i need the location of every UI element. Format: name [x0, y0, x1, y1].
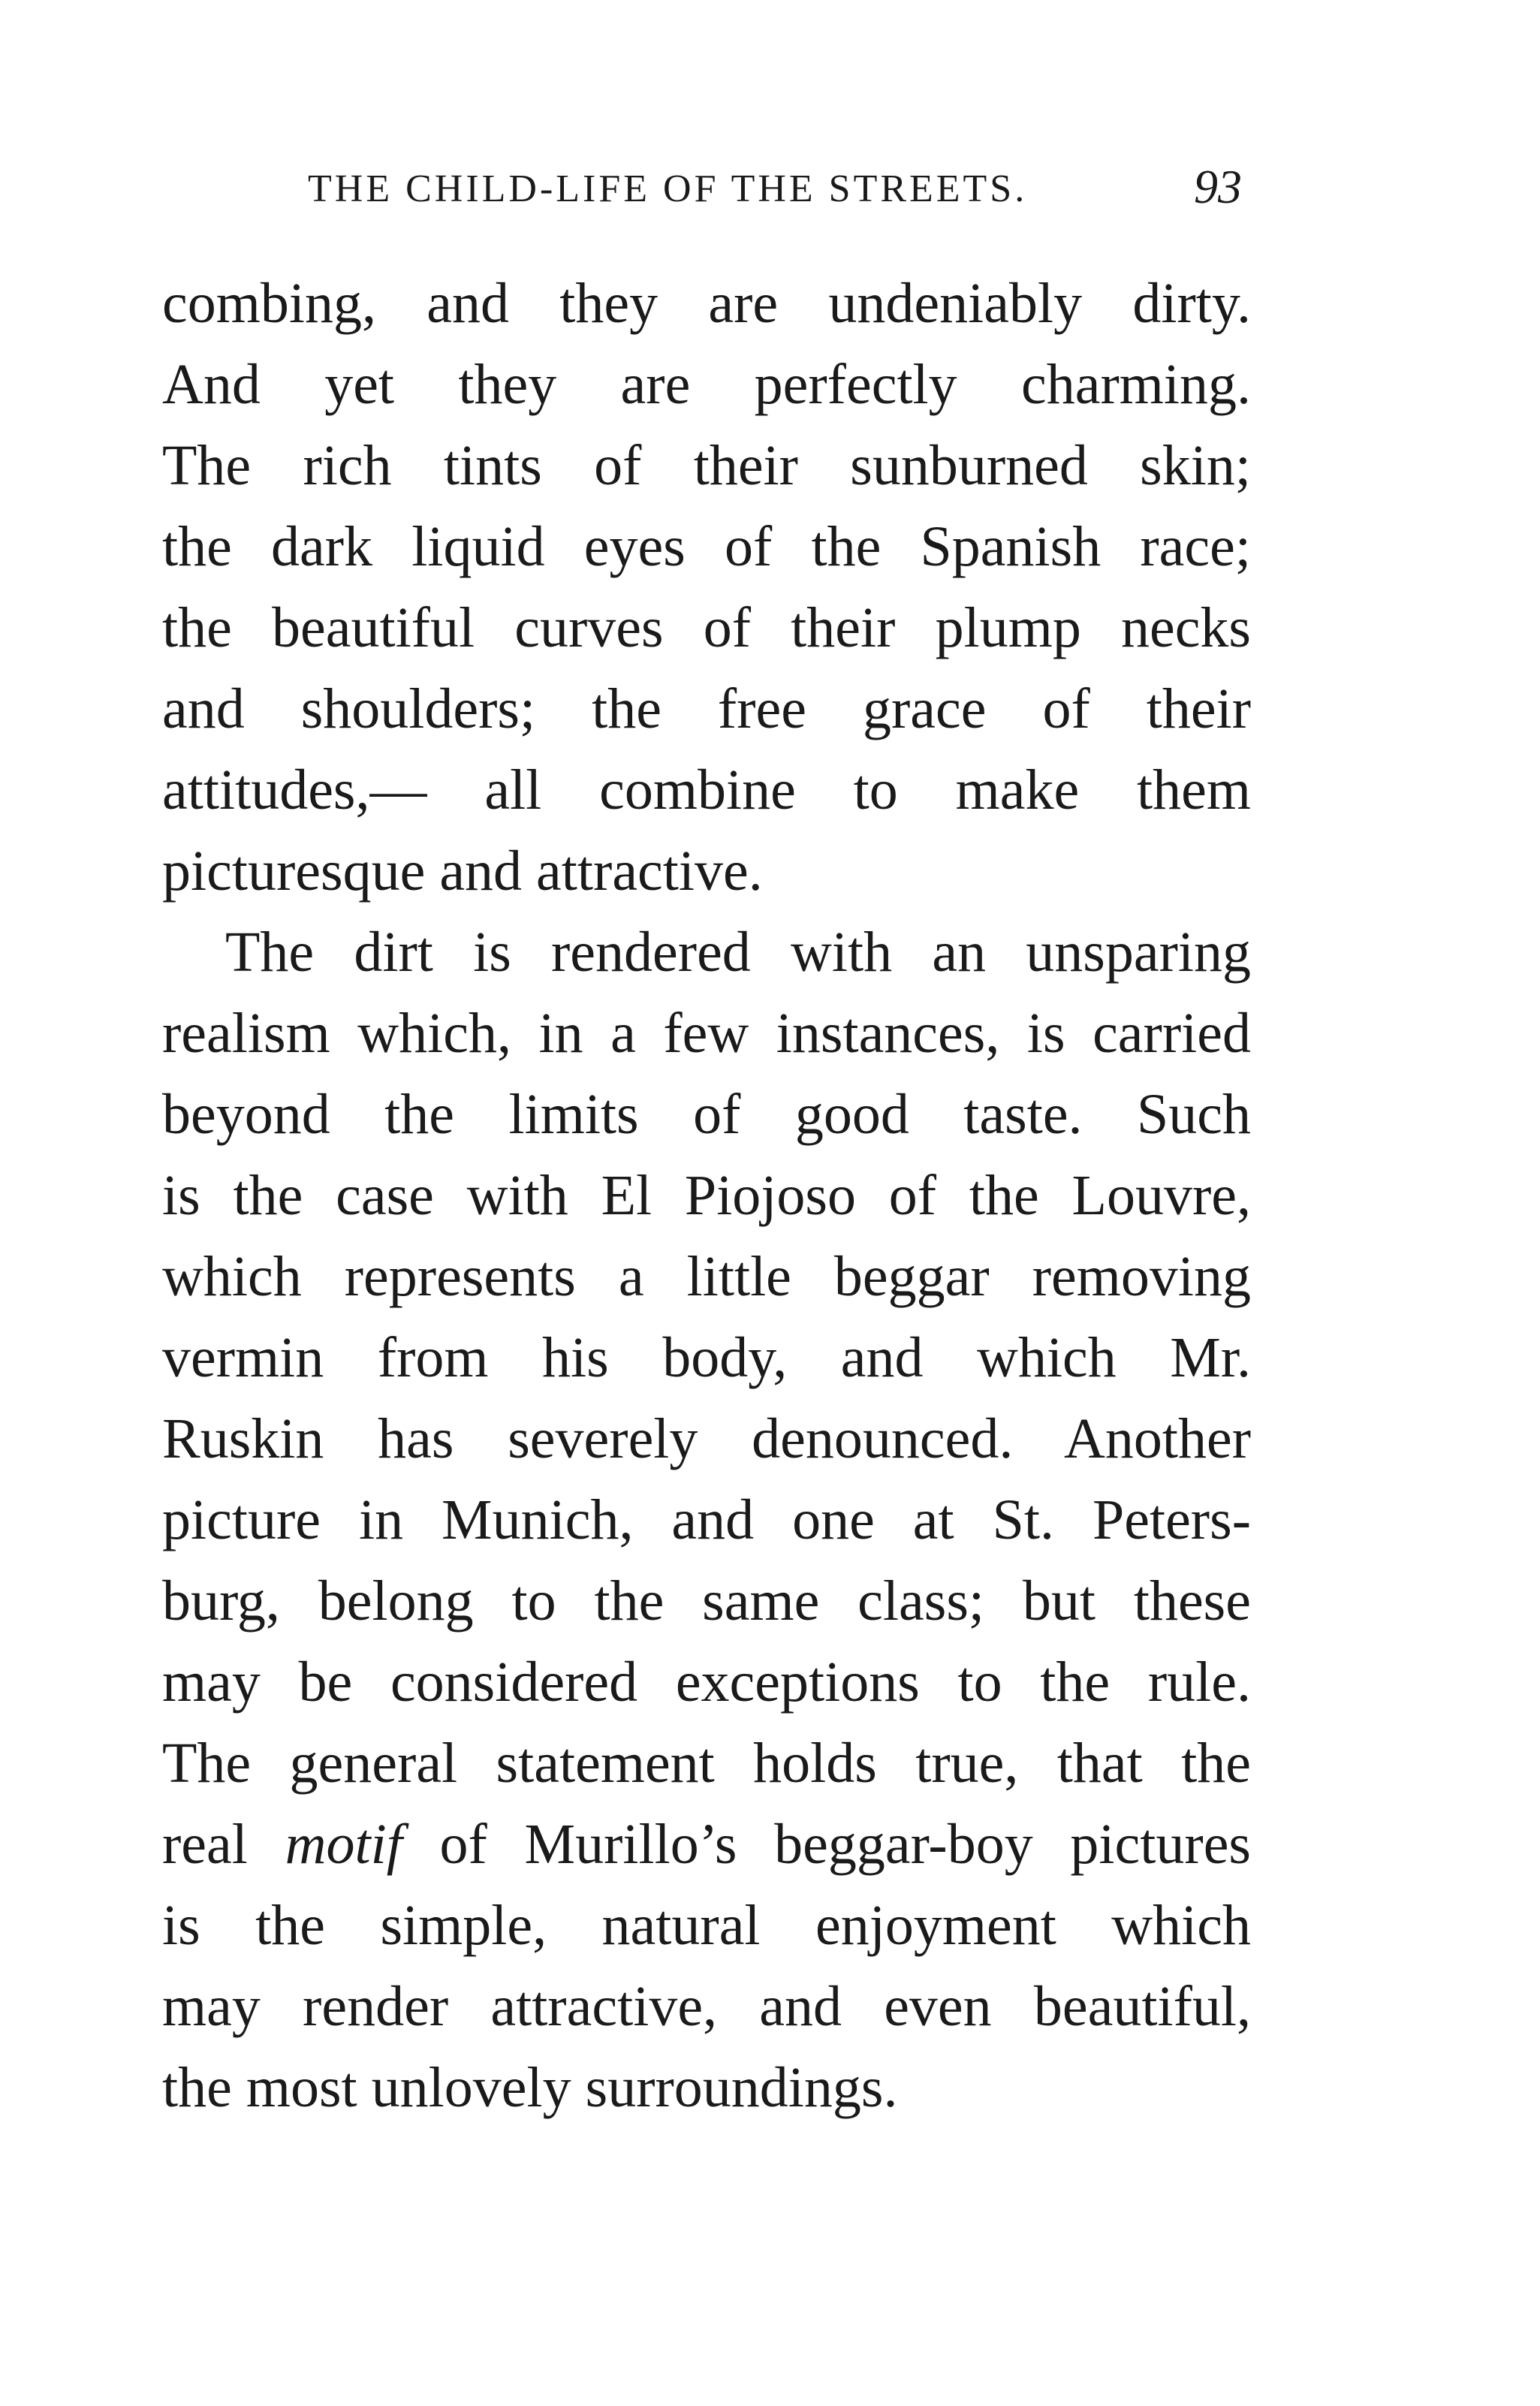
text-line: picturesque and attractive.: [162, 840, 763, 903]
text-line: may be considered exceptions to the rule.: [162, 1651, 1251, 1714]
text-line: The general statement holds true, that the: [162, 1732, 1251, 1795]
paragraph-2: [162, 912, 1251, 2128]
text-line: may render attractive, and even beautiful,: [162, 1975, 1251, 2038]
text-line: realism which, in a few instances, is carried: [162, 1002, 1251, 1065]
text-line: And yet they are perfectly charming.: [162, 353, 1251, 416]
paragraph-1: [162, 263, 1251, 912]
text-line: attitudes,— all combine to make them: [162, 758, 1251, 822]
motif-line-before: real: [162, 1813, 285, 1876]
text-line-motif: [162, 1804, 1251, 1885]
text-line: vermin from his body, and which Mr.: [162, 1326, 1251, 1389]
text-line: burg, belong to the same class; but these: [162, 1569, 1251, 1633]
text-line: the dark liquid eyes of the Spanish race;: [162, 515, 1251, 578]
text-line: beyond the limits of good taste. Such: [162, 1083, 1251, 1146]
text-line: combing, and they are undeniably dirty.: [162, 272, 1251, 335]
text-line: The rich tints of their sunburned skin;: [162, 434, 1251, 497]
text-line: and shoulders; the free grace of their: [162, 677, 1251, 740]
motif-line-after: of Murillo’s beggar-boy pictures: [402, 1813, 1251, 1876]
text-line: the beautiful curves of their plump necks: [162, 596, 1251, 659]
text-line: The dirt is rendered with an unsparing: [225, 921, 1251, 984]
running-head: THE CHILD-LIFE OF THE STREETS.: [308, 167, 1028, 210]
motif-italic: motif: [285, 1813, 402, 1876]
body-text: [162, 263, 1251, 2128]
text-line: picture in Munich, and one at St. Peters-: [162, 1488, 1251, 1551]
text-line: is the simple, natural enjoyment which: [162, 1894, 1251, 1957]
text-line: which represents a little beggar removing: [162, 1245, 1251, 1308]
text-line: the most unlovely surroundings.: [162, 2056, 898, 2119]
text-line: is the case with El Piojoso of the Louvre,: [162, 1164, 1251, 1227]
page-number: 93: [1194, 160, 1242, 213]
text-line: Ruskin has severely denounced. Another: [162, 1407, 1251, 1470]
